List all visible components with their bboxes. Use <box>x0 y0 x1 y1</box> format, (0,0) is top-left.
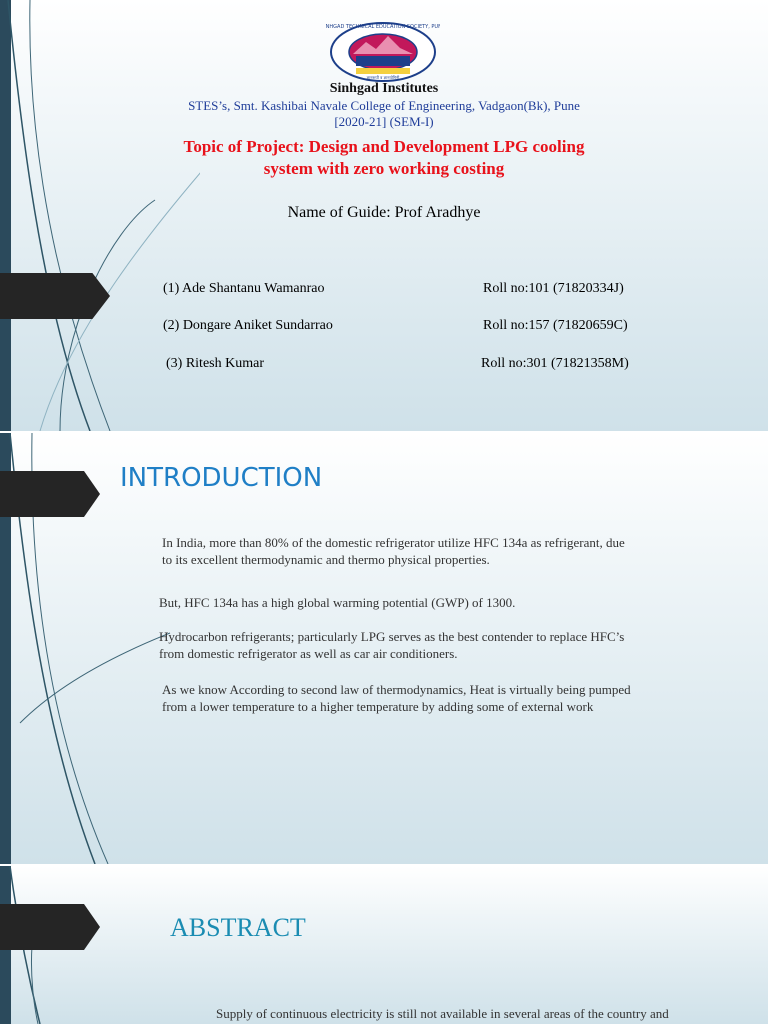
college-name: STES’s, Smt. Kashibai Navale College of Engineering, Vadgaon(Bk), Pune <box>188 98 580 113</box>
member-roll: Roll no:157 (71820659C) <box>483 318 628 333</box>
list-item: Hydrocarbon refrigerants; particularly LPG serves as the best contender to replace HFC’s from domestic refrigerator as well as car air conditioners. <box>159 629 625 661</box>
slide-heading: ABSTRACT <box>170 913 306 942</box>
member-name: (3) Ritesh Kumar <box>166 356 264 371</box>
project-topic <box>0 136 768 180</box>
list-item: In India, more than 80% of the domestic refrigerator utilize HFC 134a as refrigerant, due to its excellent thermodynamic and thermo physical properties. <box>162 535 625 567</box>
academic-year: [2020-21] (SEM-I) <box>334 114 434 129</box>
introduction-slide <box>0 433 768 864</box>
topic-line-2: system with zero working costing <box>263 159 505 178</box>
abstract-slide <box>0 866 768 1024</box>
member-roll: Roll no:301 (71821358M) <box>481 356 629 371</box>
member-roll: Roll no:101 (71820334J) <box>483 281 624 296</box>
member-name: (1) Ade Shantanu Wamanrao <box>163 281 325 296</box>
svg-text:ज्ञानरूपी व ज्ञानयोगिनी: ज्ञानरूपी व ज्ञानयोगिनी <box>366 75 400 80</box>
slide-marker-tab <box>0 273 110 319</box>
topic-line-1: Topic of Project: Design and Development LPG cooling <box>183 137 585 156</box>
svg-text:SINHGAD TECHNICAL EDUCATION SO: SINHGAD TECHNICAL EDUCATION SOCIETY, PUNE <box>326 24 440 30</box>
list-item: Supply of continuous electricity is still not available in several areas of the country and <box>216 1006 669 1021</box>
list-item: But, HFC 134a has a high global warming potential (GWP) of 1300. <box>159 595 516 610</box>
institute-logo <box>326 18 440 82</box>
slide-heading: INTRODUCTION <box>120 463 323 493</box>
guide-name: Name of Guide: Prof Aradhye <box>287 204 481 221</box>
slide-marker-tab <box>0 904 100 950</box>
institute-name: Sinhgad Institutes <box>329 81 439 96</box>
title-slide <box>0 0 768 431</box>
slide-marker-tab <box>0 471 100 517</box>
list-item: As we know According to second law of thermodynamics, Heat is virtually being pumped from a lower temperature to a higher temperature by adding some of external work <box>162 682 631 714</box>
member-name: (2) Dongare Aniket Sundarrao <box>163 318 333 333</box>
